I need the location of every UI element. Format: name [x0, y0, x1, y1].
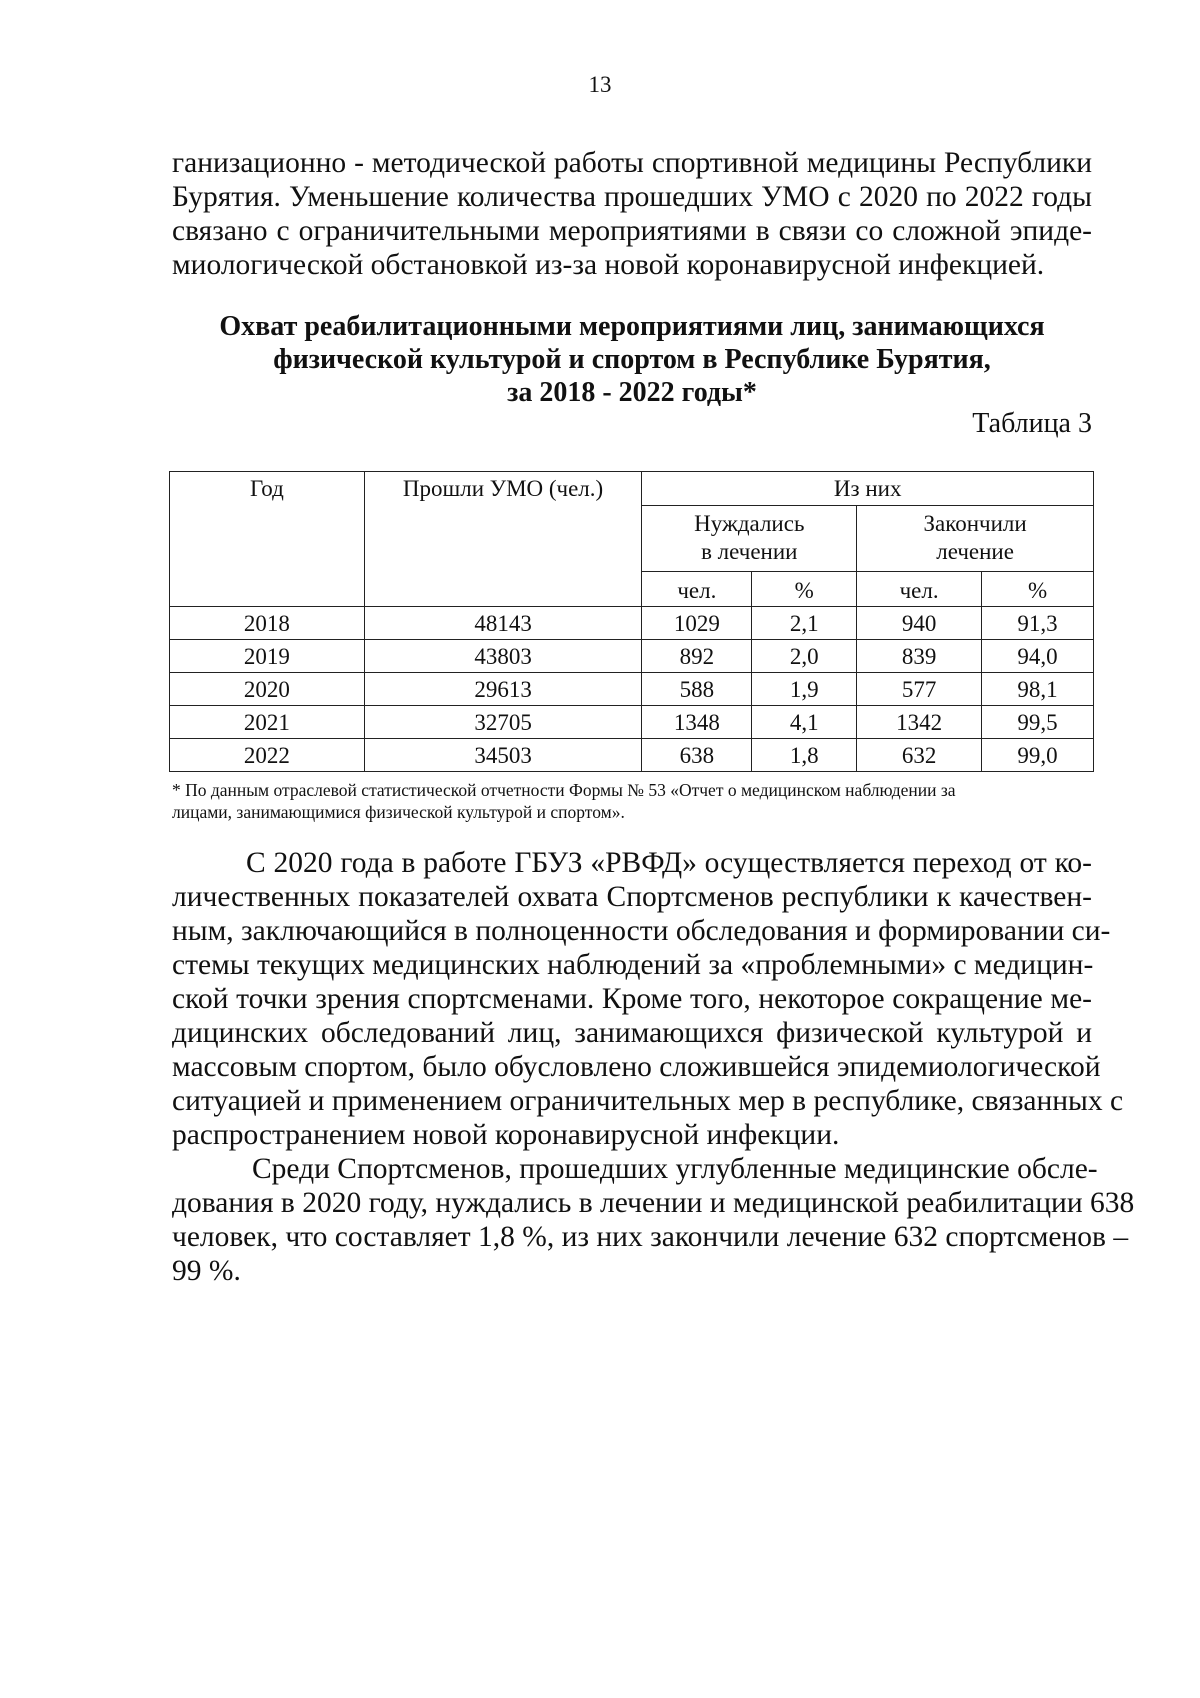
intro-line: Бурятия. Уменьшение количества прошедших УМО с 2020 по 2022 годы	[172, 181, 1092, 213]
cell-passed: 34503	[364, 739, 642, 772]
table-heading	[172, 310, 1092, 409]
cell-finished-people: 940	[857, 607, 982, 640]
table-caption: Таблица 3	[972, 408, 1092, 439]
heading-line: за 2018 - 2022 годы*	[507, 377, 757, 408]
cell-finished-people: 1342	[857, 706, 982, 739]
header-needed-treatment-line: Нуждались	[694, 511, 805, 536]
cell-finished-pct: 94,0	[982, 640, 1094, 673]
cell-year: 2018	[170, 607, 365, 640]
intro-paragraph	[172, 146, 1092, 282]
closing-line: 99 %.	[172, 1255, 241, 1287]
header-finished-treatment-line: лечение	[936, 539, 1014, 564]
cell-passed: 48143	[364, 607, 642, 640]
footnote-line: * По данным отраслевой статистической отчетности Формы № 53 «Отчет о медицинском наблюдении за	[172, 780, 956, 800]
table-row	[170, 607, 1094, 640]
header-of-them: Из них	[642, 472, 1094, 506]
cell-needed-pct: 1,9	[752, 673, 857, 706]
cell-year: 2022	[170, 739, 365, 772]
header-unit-people: чел.	[642, 572, 752, 607]
table-row	[170, 673, 1094, 706]
cell-finished-people: 632	[857, 739, 982, 772]
heading-line: Охват реабилитационными мероприятиями лиц, занимающихся	[219, 311, 1045, 342]
header-year: Год	[170, 472, 365, 607]
header-unit-percent: %	[982, 572, 1094, 607]
cell-needed-pct: 2,0	[752, 640, 857, 673]
header-needed-treatment	[642, 506, 857, 572]
body-line: ситуацией и применением ограничительных мер в республике, связанных с	[172, 1085, 1124, 1117]
cell-finished-people: 839	[857, 640, 982, 673]
cell-year: 2019	[170, 640, 365, 673]
header-needed-treatment-line: в лечении	[701, 539, 798, 564]
body-line: С 2020 года в работе ГБУЗ «РВФД» осуществляется переход от ко-	[246, 847, 1092, 879]
footnote-line: лицами, занимающимися физической культурой и спортом».	[172, 802, 625, 822]
table-row	[170, 640, 1094, 673]
body-line: ным, заключающийся в полноценности обследования и формировании си-	[172, 915, 1111, 947]
table-row	[170, 739, 1094, 772]
header-finished-treatment-line: Закончили	[923, 511, 1027, 536]
body-line: массовым спортом, было обусловлено сложившейся эпидемиологической	[172, 1051, 1101, 1083]
closing-line: Среди Спортсменов, прошедших углубленные медицинские обсле-	[252, 1153, 1098, 1185]
body-line: дицинских обследований лиц, занимающихся физической культурой и	[172, 1017, 1092, 1049]
cell-needed-pct: 1,8	[752, 739, 857, 772]
closing-line: человек, что составляет 1,8 %, из них закончили лечение 632 спортсменов –	[172, 1221, 1129, 1253]
cell-year: 2020	[170, 673, 365, 706]
body-line: распространением новой коронавирусной инфекции.	[172, 1119, 840, 1151]
cell-needed-people: 892	[642, 640, 752, 673]
page-number: 13	[588, 72, 612, 97]
cell-finished-pct: 99,0	[982, 739, 1094, 772]
intro-line: миологической обстановкой из-за новой коронавирусной инфекцией.	[172, 249, 1045, 281]
table-footnote	[172, 779, 1094, 823]
header-unit-people: чел.	[857, 572, 982, 607]
body-paragraph	[172, 846, 1135, 1288]
cell-needed-pct: 4,1	[752, 706, 857, 739]
cell-year: 2021	[170, 706, 365, 739]
cell-passed: 43803	[364, 640, 642, 673]
cell-needed-people: 638	[642, 739, 752, 772]
rehab-coverage-table	[169, 471, 1094, 772]
body-line: стемы текущих медицинских наблюдений за «проблемными» с медицин-	[172, 949, 1094, 981]
header-passed-umo: Прошли УМО (чел.)	[364, 472, 642, 607]
cell-needed-people: 1029	[642, 607, 752, 640]
cell-finished-pct: 99,5	[982, 706, 1094, 739]
closing-line: дования в 2020 году, нуждались в лечении и медицинской реабилитации 638	[172, 1187, 1135, 1219]
cell-needed-pct: 2,1	[752, 607, 857, 640]
body-line: личественных показателей охвата Спортсменов республики к качествен-	[172, 881, 1092, 913]
table-row	[170, 706, 1094, 739]
cell-finished-people: 577	[857, 673, 982, 706]
header-finished-treatment	[857, 506, 1094, 572]
intro-line: связано с ограничительными мероприятиями в связи со сложной эпиде-	[172, 215, 1092, 247]
heading-line: физической культурой и спортом в Республике Бурятия,	[273, 344, 991, 375]
cell-passed: 32705	[364, 706, 642, 739]
body-line: ской точки зрения спортсменами. Кроме того, некоторое сокращение ме-	[172, 983, 1092, 1015]
header-unit-percent: %	[752, 572, 857, 607]
cell-needed-people: 588	[642, 673, 752, 706]
cell-passed: 29613	[364, 673, 642, 706]
cell-needed-people: 1348	[642, 706, 752, 739]
intro-line: ганизационно - методической работы спортивной медицины Республики	[172, 147, 1092, 179]
cell-finished-pct: 91,3	[982, 607, 1094, 640]
cell-finished-pct: 98,1	[982, 673, 1094, 706]
